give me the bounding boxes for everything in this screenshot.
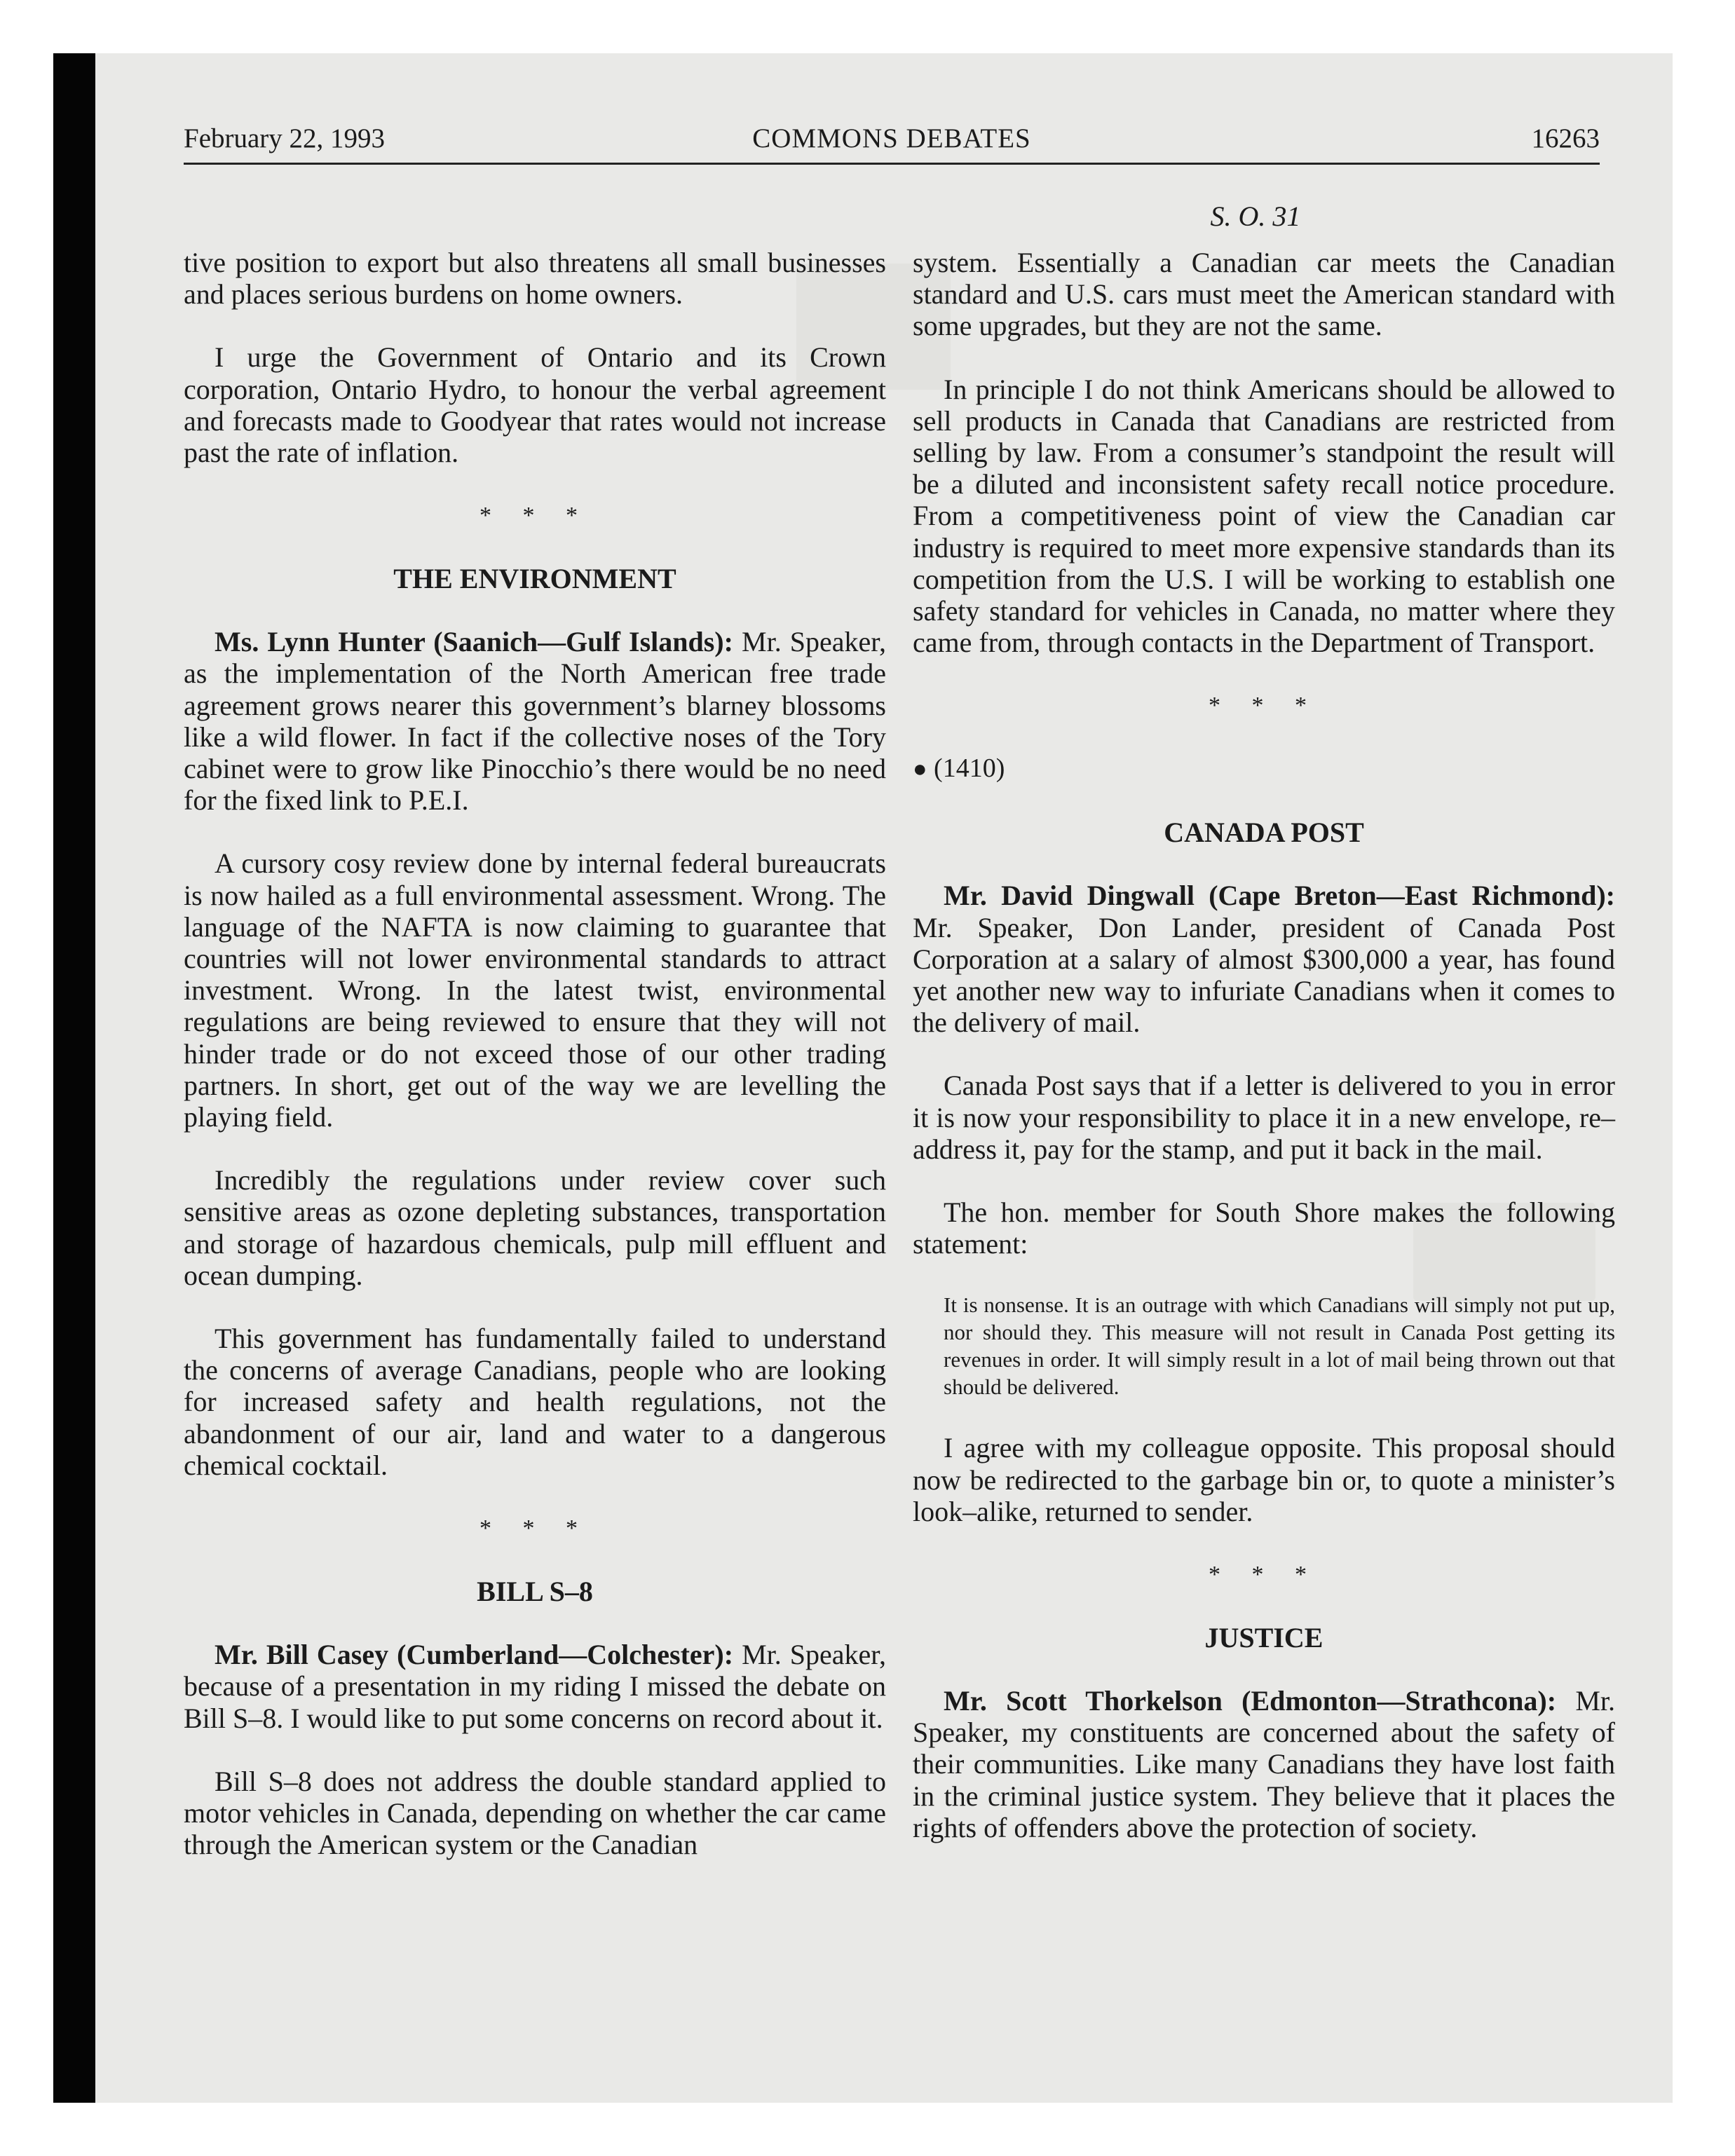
section-divider: * * * [1209,692,1319,719]
statement-paragraph [913,880,1615,1038]
timestamp-marker [913,753,1615,785]
section-heading: CANADA POST [1164,817,1364,849]
running-header [184,121,1600,157]
paragraph: Incredibly the regulations under review cover such sensitive areas as ozone depleting substances, transportation and storage of hazardous chemicals, pulp mill effluent and ocean dumping. [184,1164,886,1291]
section-divider: * * * [479,1515,590,1542]
statement-text: Mr. Speaker, Don Lander, president of Canada Post Corporation at a salary of almost $300,000 a year, has found yet another new way to infuriate Canadians when it comes to the delivery of mail. [913,911,1615,1039]
paragraph: This government has fundamentally failed to understand the concerns of average Canadians, people who are looking for increased safety and health regulations, not the abandonment of our air, land and water to a dangerous chemical cocktail. [184,1323,886,1481]
paragraph: Canada Post says that if a letter is delivered to you in error it is now your responsibility to place it in a new envelope, re–address it, pay for the stamp, and put it back in the mail. [913,1070,1615,1165]
block-quote: It is nonsense. It is an outrage with which Canadians will simply not put up, nor should they. This measure will not result in Canada Post getting its revenues in order. It will simply result in a lot of mail being thrown out that should be delivered. [944,1292,1615,1400]
speaker-name: Mr. Bill Casey (Cumberland—Colchester): [215,1639,734,1671]
section-divider: * * * [1209,1562,1319,1588]
speaker-name: Mr. Scott Thorkelson (Edmonton—Strathcona): [944,1685,1557,1717]
section-heading: THE ENVIRONMENT [393,563,676,595]
header-rule [184,163,1600,165]
paragraph: I agree with my colleague opposite. This proposal should now be redirected to the garbage bin or, to quote a minister’s look–alike, returned to sender. [913,1432,1615,1527]
paragraph: In principle I do not think Americans should be allowed to sell products in Canada that Canadians are restricted from selling by law. From a consumer’s standpoint the result will be a diluted and inconsistent safety recall notice procedure. From a competitiveness point of view the Canadian car industry is required to meet more expensive standards than its competition from the U.S. I will be working to establish one safety standard for vehicles in Canada, no matter where they came from, through contacts in the Department of Transport. [913,373,1615,659]
left-column [184,247,886,1892]
paragraph: tive position to export but also threatens all small businesses and places serious burdens on home owners. [184,247,886,311]
statement-text: Mr. Speaker, because of a presentation in my riding I missed the debate on Bill S–8. I would like to put some concerns on record about it. [184,1639,887,1734]
timestamp-text: (1410) [934,753,1005,784]
paragraph: The hon. member for South Shore makes the following statement: [913,1196,1615,1260]
speaker-name: Ms. Lynn Hunter (Saanich—Gulf Islands): [215,626,733,658]
scan-edge-bar [53,53,95,2103]
paragraph: Bill S–8 does not address the double standard applied to motor vehicles in Canada, depending on whether the car came through the American system or the Canadian [184,1765,886,1861]
section-divider: * * * [479,503,590,529]
speaker-name: Mr. David Dingwall (Cape Breton—East Richmond): [944,880,1615,912]
bullet-icon: ● [913,756,927,783]
paragraph: system. Essentially a Canadian car meets the Canadian standard and U.S. cars must meet the American standard with some upgrades, but they are not the same. [913,247,1615,342]
statement-text: Mr. Speaker, my constituents are concerned about the safety of their communities. Like many Canadians they have lost faith in the criminal justice system. They believe that it places the rights of offenders above the protection of society. [913,1685,1616,1843]
statement-paragraph [184,1639,886,1734]
section-heading: JUSTICE [1204,1622,1324,1654]
header-date: February 22, 1993 [184,123,386,153]
statement-paragraph [184,626,886,816]
statement-paragraph [913,1685,1615,1843]
paragraph: A cursory cosy review done by internal federal bureaucrats is now hailed as a full environmental assessment. Wrong. The language of the NAFTA is now claiming to guarantee that countries will not lower environmental standards to attract investment. Wrong. In the latest twist, environmental regulations are being reviewed to ensure that they will not hinder trade or do not exceed those of our other trading partners. In short, get out of the way we are levelling the playing field. [184,847,886,1133]
right-column [913,247,1615,1875]
header-title: COMMONS DEBATES [752,123,1031,153]
paragraph: I urge the Government of Ontario and its Crown corporation, Ontario Hydro, to honour the verbal agreement and forecasts made to Goodyear that rates would not increase past the rate of inflation. [184,341,886,469]
header-page-number: 16263 [1531,123,1600,153]
section-heading: BILL S–8 [477,1576,593,1608]
statement-text: Mr. Speaker, as the implementation of the North American free trade agreement grows nearer this government’s blarney blossoms like a wild flower. In fact if the collective noses of the Tory cabinet were to grow like Pinocchio’s there would be no need for the fixed link to P.E.I. [184,626,886,817]
section-tag: S. O. 31 [1210,200,1301,232]
